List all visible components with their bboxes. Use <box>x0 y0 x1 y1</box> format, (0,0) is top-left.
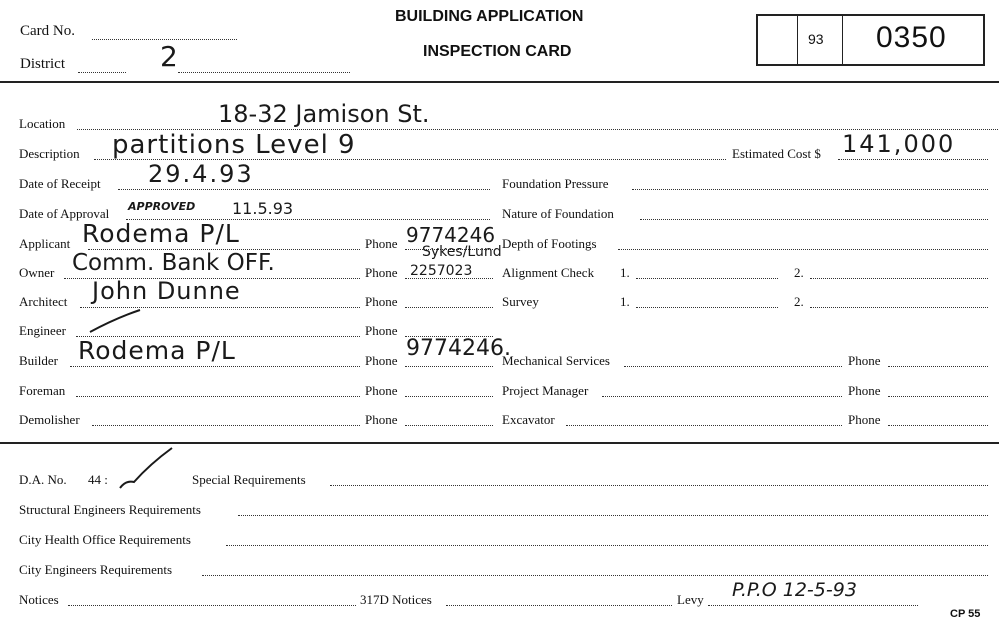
mechanical-line[interactable] <box>624 366 842 367</box>
description-value[interactable]: partitions Level 9 <box>112 130 356 160</box>
architect-phone-line[interactable] <box>405 307 493 308</box>
demolisher-label: Demolisher <box>19 412 80 427</box>
da-check-mark <box>116 444 176 494</box>
architect-phone-label: Phone <box>365 294 398 309</box>
district-line-a <box>78 72 126 73</box>
foreman-phone-line[interactable] <box>405 396 493 397</box>
nature-foundation-label: Nature of Foundation <box>502 206 614 221</box>
special-requirements-label: Special Requirements <box>192 472 306 487</box>
excavator-line[interactable] <box>566 425 842 426</box>
owner-value[interactable]: Comm. Bank OFF. <box>72 250 275 276</box>
estimated-cost-value[interactable]: 141,000 <box>842 130 956 158</box>
project-manager-line[interactable] <box>602 396 842 397</box>
levy-value[interactable]: P.P.O 12-5-93 <box>732 579 857 601</box>
health-line[interactable] <box>226 545 988 546</box>
survey-label: Survey <box>502 294 539 309</box>
city-engineers-line[interactable] <box>202 575 988 576</box>
alignment-check-label: Alignment Check <box>502 265 595 280</box>
box-divider-1 <box>797 16 798 64</box>
notices-317d-label: 317D Notices <box>360 592 432 607</box>
demolisher-phone-label: Phone <box>365 412 398 427</box>
demolisher-line[interactable] <box>92 425 360 426</box>
applicant-phone-label: Phone <box>365 236 398 251</box>
form-title-line2: INSPECTION CARD <box>423 43 572 60</box>
engineer-strike-mark <box>86 306 146 336</box>
builder-phone-line <box>405 366 493 367</box>
levy-label: Levy <box>677 592 704 607</box>
survey-line-2[interactable] <box>810 307 988 308</box>
excavator-label: Excavator <box>502 412 555 427</box>
alignment-one: 1. <box>620 265 630 280</box>
alignment-line-2[interactable] <box>810 278 988 279</box>
foreman-line[interactable] <box>76 396 360 397</box>
owner-phone-value[interactable]: 2257023 <box>410 263 473 279</box>
estimated-cost-label: Estimated Cost $ <box>732 146 821 161</box>
survey-line-1[interactable] <box>636 307 778 308</box>
structural-line[interactable] <box>238 515 988 516</box>
date-receipt-line <box>118 189 490 190</box>
architect-label: Architect <box>19 294 68 309</box>
date-approval-value[interactable]: 11.5.93 <box>232 199 294 218</box>
builder-line <box>70 366 360 367</box>
card-number-box <box>756 14 985 66</box>
structural-label: Structural Engineers Requirements <box>19 502 201 517</box>
nature-foundation-line[interactable] <box>640 219 988 220</box>
date-approval-label: Date of Approval <box>19 206 110 221</box>
project-manager-phone-line[interactable] <box>888 396 988 397</box>
mechanical-phone-label: Phone <box>848 353 881 368</box>
foundation-pressure-label: Foundation Pressure <box>502 176 609 191</box>
owner-phone-label: Phone <box>365 265 398 280</box>
mechanical-phone-line[interactable] <box>888 366 988 367</box>
builder-phone-label: Phone <box>365 353 398 368</box>
da-no-label: D.A. No. <box>19 472 67 487</box>
engineer-label: Engineer <box>19 323 66 338</box>
date-receipt-value[interactable]: 29.4.93 <box>148 160 254 188</box>
approved-stamp: APPROVED <box>128 200 196 213</box>
description-label: Description <box>19 146 80 161</box>
depth-footings-label: Depth of Footings <box>502 236 597 251</box>
location-label: Location <box>19 116 66 131</box>
header-rule <box>0 81 999 83</box>
owner-phone-note: Sykes/Lund <box>422 244 502 260</box>
district-line-b <box>178 72 350 73</box>
special-requirements-line[interactable] <box>330 485 988 486</box>
form-code: CP 55 <box>950 608 981 620</box>
box-year: 93 <box>808 31 824 47</box>
survey-one: 1. <box>620 294 630 309</box>
box-number: 0350 <box>876 21 947 54</box>
district-label: District <box>20 56 65 72</box>
alignment-two: 2. <box>794 265 804 280</box>
foreman-phone-label: Phone <box>365 383 398 398</box>
health-label: City Health Office Requirements <box>19 532 191 547</box>
engineer-phone-label: Phone <box>365 323 398 338</box>
city-engineers-label: City Engineers Requirements <box>19 562 173 577</box>
notices-line[interactable] <box>68 605 356 606</box>
architect-value[interactable]: John Dunne <box>92 277 241 305</box>
excavator-phone-line[interactable] <box>888 425 988 426</box>
location-value[interactable]: 18-32 Jamison St. <box>218 100 430 128</box>
demolisher-phone-line[interactable] <box>405 425 493 426</box>
foundation-pressure-line[interactable] <box>632 189 988 190</box>
project-manager-label: Project Manager <box>502 383 589 398</box>
builder-label: Builder <box>19 353 58 368</box>
form-title-line1: BUILDING APPLICATION <box>395 8 584 25</box>
alignment-line-1[interactable] <box>636 278 778 279</box>
da-no-value[interactable]: 44 : <box>88 472 108 487</box>
builder-value[interactable]: Rodema P/L <box>78 336 236 365</box>
box-divider-2 <box>842 16 843 64</box>
levy-line <box>708 605 918 606</box>
card-no-label: Card No. <box>20 23 75 39</box>
depth-footings-line[interactable] <box>618 249 988 250</box>
district-value[interactable]: 2 <box>160 40 178 73</box>
notices-label: Notices <box>19 592 59 607</box>
applicant-label: Applicant <box>19 236 71 251</box>
applicant-phone-value[interactable]: 9774246 <box>406 223 496 247</box>
survey-two: 2. <box>794 294 804 309</box>
project-manager-phone-label: Phone <box>848 383 881 398</box>
date-receipt-label: Date of Receipt <box>19 176 101 191</box>
excavator-phone-label: Phone <box>848 412 881 427</box>
applicant-value[interactable]: Rodema P/L <box>82 219 240 248</box>
estimated-cost-line <box>838 159 988 160</box>
notices-317d-line[interactable] <box>446 605 672 606</box>
builder-phone-value[interactable]: 9774246. <box>406 336 511 361</box>
mechanical-label: Mechanical Services <box>502 353 610 368</box>
owner-label: Owner <box>19 265 55 280</box>
foreman-label: Foreman <box>19 383 66 398</box>
